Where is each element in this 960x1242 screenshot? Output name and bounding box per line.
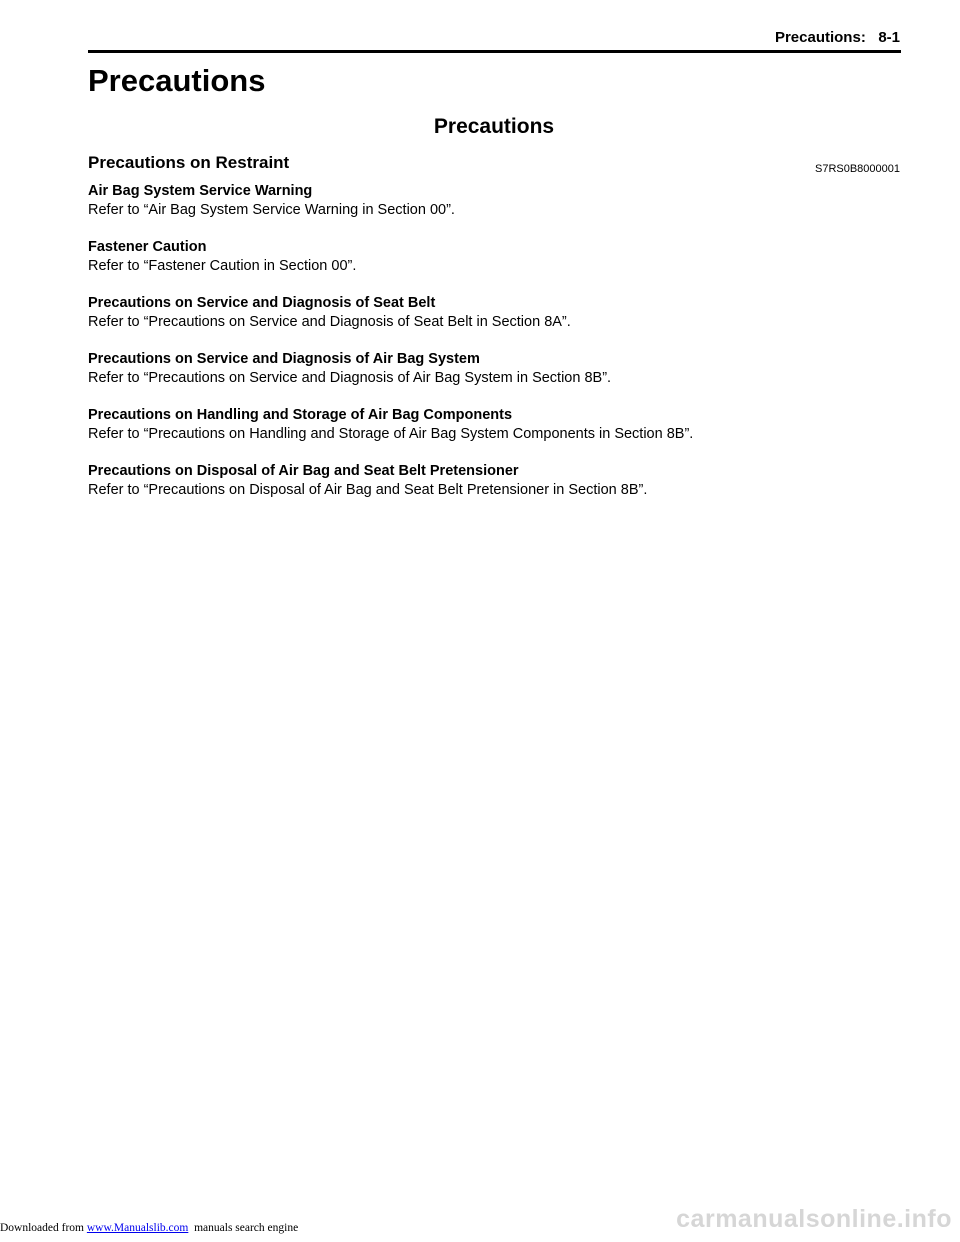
item-text: Refer to “Air Bag System Service Warning in Section 00”. <box>88 202 455 218</box>
item-title: Air Bag System Service Warning <box>88 183 313 199</box>
item-text: Refer to “Precautions on Disposal of Air Bag and Seat Belt Pretensioner in Section 8B”. <box>88 482 648 498</box>
item-text: Refer to “Precautions on Service and Diagnosis of Air Bag System in Section 8B”. <box>88 370 612 386</box>
footer-prefix: Downloaded from <box>0 1222 87 1234</box>
list-item <box>88 294 900 332</box>
sub-heading-code: S7RS0B8000001 <box>814 163 900 175</box>
list-item <box>88 350 900 388</box>
page-reference: Precautions: 8-1 <box>774 29 900 46</box>
item-title: Precautions on Handling and Storage of Air Bag Components <box>88 407 513 423</box>
sub-heading <box>88 151 900 175</box>
precaution-list <box>88 182 900 518</box>
item-title: Fastener Caution <box>88 239 207 255</box>
item-title: Precautions on Disposal of Air Bag and Seat Belt Pretensioner <box>88 463 519 479</box>
list-item <box>88 182 900 220</box>
footer-suffix: manuals search engine <box>188 1222 299 1234</box>
item-title: Precautions on Service and Diagnosis of Air Bag System <box>88 351 480 367</box>
page-header <box>88 28 900 48</box>
list-item <box>88 238 900 276</box>
item-text: Refer to “Precautions on Service and Diagnosis of Seat Belt in Section 8A”. <box>88 314 571 330</box>
item-text: Refer to “Precautions on Handling and Storage of Air Bag System Components in Section 8B”. <box>88 426 694 442</box>
download-footer <box>0 1221 298 1235</box>
watermark: carmanualsonline.info <box>676 1205 952 1233</box>
manualslib-link[interactable]: www.Manualslib.com <box>86 1222 189 1234</box>
list-item <box>88 462 900 500</box>
item-title: Precautions on Service and Diagnosis of Seat Belt <box>88 295 436 311</box>
sub-heading-text: Precautions on Restraint <box>88 153 290 172</box>
list-item <box>88 406 900 444</box>
item-text: Refer to “Fastener Caution in Section 00”. <box>88 258 357 274</box>
header-rule <box>88 50 901 53</box>
center-title: Precautions <box>433 115 555 138</box>
section-title: Precautions <box>88 63 266 98</box>
